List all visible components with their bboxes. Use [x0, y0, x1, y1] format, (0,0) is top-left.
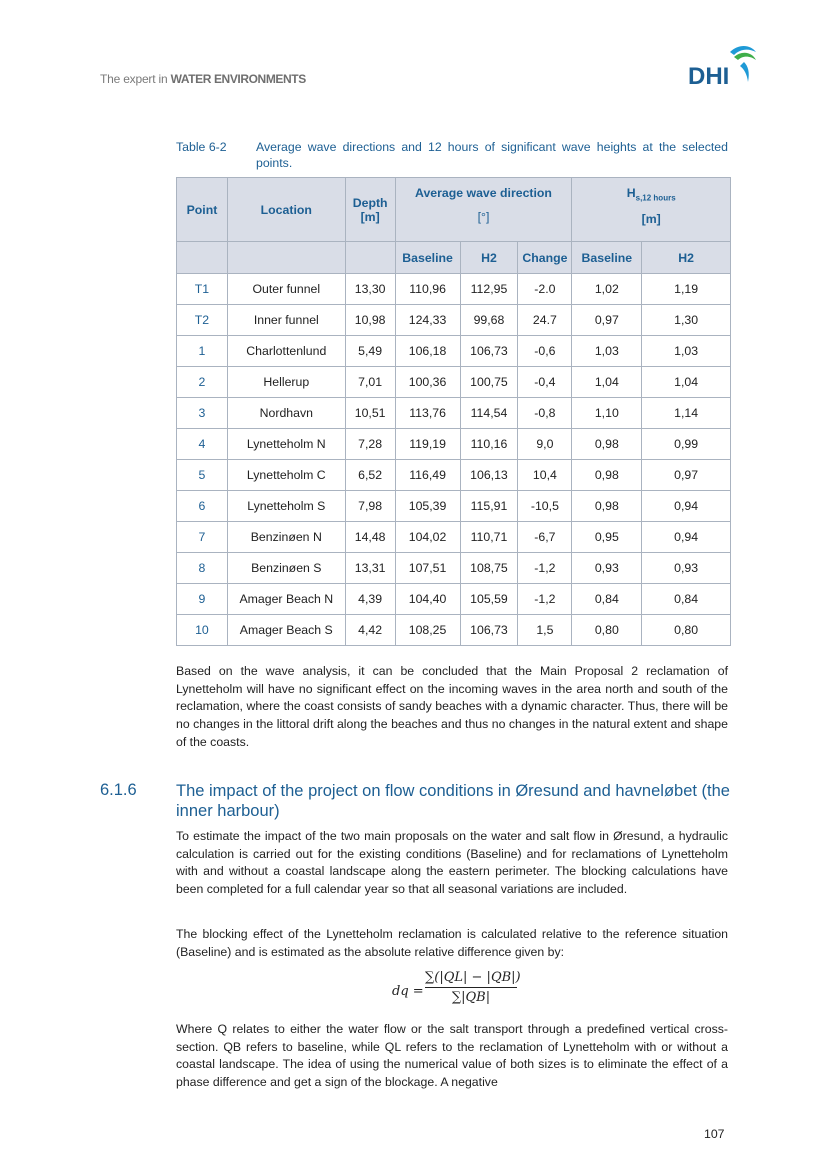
cell-dir-base: 108,25	[395, 615, 460, 646]
cell-point: T2	[177, 305, 228, 336]
cell-change: -0,8	[518, 398, 572, 429]
cell-location: Amager Beach N	[227, 584, 345, 615]
cell-change: -1,2	[518, 584, 572, 615]
cell-hs-base: 0,97	[572, 305, 642, 336]
header-tagline	[100, 72, 306, 86]
cell-dir-h2: 106,73	[460, 336, 518, 367]
cell-change: -10,5	[518, 491, 572, 522]
cell-hs-h2: 0,97	[642, 460, 731, 491]
cell-hs-base: 1,02	[572, 274, 642, 305]
caption-number: Table 6-2	[176, 140, 227, 154]
cell-change: 9,0	[518, 429, 572, 460]
table-row	[177, 584, 731, 615]
subheader-change: Change	[518, 242, 572, 274]
cell-depth: 5,49	[345, 336, 395, 367]
table-row	[177, 398, 731, 429]
hs-unit: [m]	[641, 212, 661, 227]
cell-dir-h2: 115,91	[460, 491, 518, 522]
depth-unit: [m]	[360, 209, 380, 224]
cell-dir-h2: 99,68	[460, 305, 518, 336]
formula-denominator: ∑|QB|	[451, 990, 491, 1005]
cell-change: -0,4	[518, 367, 572, 398]
table-row	[177, 491, 731, 522]
cell-dir-h2: 114,54	[460, 398, 518, 429]
cell-hs-h2: 1,04	[642, 367, 731, 398]
cell-location: Lynetteholm S	[227, 491, 345, 522]
formula-fraction	[425, 970, 521, 1005]
cell-location: Charlottenlund	[227, 336, 345, 367]
cell-point: 2	[177, 367, 228, 398]
cell-dir-h2: 108,75	[460, 553, 518, 584]
formula-lhs: dq =	[392, 984, 424, 999]
page-number: 107	[704, 1127, 725, 1141]
cell-hs-base: 0,93	[572, 553, 642, 584]
paragraph-wave-conclusion: Based on the wave analysis, it can be concluded that the Main Proposal 2 reclamation of Lynetteholm will have no significant effect on the incoming waves in the area north and south of the reclamation, where the coast consists of sandy beaches with a dynamic character. Thus, there will be no changes in the littoral drift along the beaches and thus no changes in the natural extent and shape of the coasts.	[176, 664, 728, 749]
paragraph-blocking-effect: The blocking effect of the Lynetteholm reclamation is calculated relative to the reference situation (Baseline) and is estimated as the absolute relative difference given by:	[176, 927, 728, 959]
cell-hs-base: 1,04	[572, 367, 642, 398]
subheader-empty	[227, 242, 345, 274]
cell-dir-base: 104,02	[395, 522, 460, 553]
table-caption	[176, 139, 728, 171]
cell-point: 7	[177, 522, 228, 553]
dhi-logo	[686, 42, 758, 92]
logo-text: DHI	[688, 63, 730, 90]
cell-point: 10	[177, 615, 228, 646]
table-row	[177, 460, 731, 491]
cell-dir-h2: 106,13	[460, 460, 518, 491]
table-row	[177, 553, 731, 584]
cell-location: Benzinøen S	[227, 553, 345, 584]
cell-dir-h2: 110,71	[460, 522, 518, 553]
caption-text: Average wave directions and 12 hours of significant wave heights at the selected points.	[256, 140, 728, 170]
cell-point: 9	[177, 584, 228, 615]
header-location: Location	[227, 178, 345, 242]
cell-hs-base: 0,84	[572, 584, 642, 615]
cell-hs-h2: 0,84	[642, 584, 731, 615]
cell-dir-base: 119,19	[395, 429, 460, 460]
cell-point: 4	[177, 429, 228, 460]
cell-dir-h2: 105,59	[460, 584, 518, 615]
cell-change: 1,5	[518, 615, 572, 646]
formula-numerator: ∑(|QL| − |QB|)	[425, 970, 517, 988]
cell-depth: 7,98	[345, 491, 395, 522]
cell-dir-h2: 100,75	[460, 367, 518, 398]
cell-point: 1	[177, 336, 228, 367]
subheader-hs-h2: H2	[642, 242, 731, 274]
table-row	[177, 367, 731, 398]
cell-location: Nordhavn	[227, 398, 345, 429]
subheader-empty	[345, 242, 395, 274]
cell-hs-base: 1,03	[572, 336, 642, 367]
paragraph-hydraulic-calculation: To estimate the impact of the two main proposals on the water and salt flow in Øresund, a hydraulic calculation is carried out for the existing conditions (Baseline) and for reclamations of Lynetteholm with and without a coastal landscape along the eastern perimeter. The blocking calculations have been completed for a full calendar year so that all seasonal variations are included.	[176, 829, 728, 897]
cell-location: Hellerup	[227, 367, 345, 398]
cell-depth: 7,28	[345, 429, 395, 460]
header-hs	[572, 178, 731, 242]
cell-dir-base: 124,33	[395, 305, 460, 336]
cell-location: Benzinøen N	[227, 522, 345, 553]
cell-dir-base: 100,36	[395, 367, 460, 398]
cell-hs-h2: 1,19	[642, 274, 731, 305]
wave-dir-label: Average wave direction	[415, 186, 552, 200]
table-row	[177, 522, 731, 553]
cell-depth: 13,30	[345, 274, 395, 305]
paragraph-q-definition: Where Q relates to either the water flow or the salt transport through a predefined vertical cross-section. QB refers to baseline, while QL refers to the reclamation of Lynetteholm with or without a coastal landscape. The idea of using the numerical value of both sizes is to eliminate the effect of a phase difference and get a sign of the blockage. A negative	[176, 1022, 728, 1090]
cell-depth: 10,98	[345, 305, 395, 336]
cell-hs-h2: 0,99	[642, 429, 731, 460]
cell-dir-h2: 112,95	[460, 274, 518, 305]
cell-point: 3	[177, 398, 228, 429]
cell-dir-base: 105,39	[395, 491, 460, 522]
cell-depth: 14,48	[345, 522, 395, 553]
cell-hs-base: 0,95	[572, 522, 642, 553]
table-row	[177, 336, 731, 367]
subheader-h2: H2	[460, 242, 518, 274]
cell-location: Outer funnel	[227, 274, 345, 305]
cell-dir-base: 113,76	[395, 398, 460, 429]
cell-hs-h2: 0,94	[642, 491, 731, 522]
cell-dir-base: 116,49	[395, 460, 460, 491]
cell-change: 24.7	[518, 305, 572, 336]
table-body	[177, 274, 731, 646]
cell-change: -2.0	[518, 274, 572, 305]
cell-location: Lynetteholm N	[227, 429, 345, 460]
table-row	[177, 429, 731, 460]
subheader-hs-baseline: Baseline	[572, 242, 642, 274]
section-title: The impact of the project on flow conditions in Øresund and havneløbet (the inner harbour)	[176, 782, 730, 820]
cell-depth: 10,51	[345, 398, 395, 429]
cell-location: Amager Beach S	[227, 615, 345, 646]
cell-hs-h2: 1,03	[642, 336, 731, 367]
tagline-prefix: The expert in	[100, 72, 171, 86]
section-number: 6.1.6	[100, 781, 137, 799]
cell-point: 6	[177, 491, 228, 522]
cell-dir-h2: 110,16	[460, 429, 518, 460]
cell-depth: 4,42	[345, 615, 395, 646]
wave-table	[176, 177, 731, 646]
header-wave-direction	[395, 178, 572, 242]
table-row	[177, 305, 731, 336]
subheader-empty	[177, 242, 228, 274]
cell-change: 10,4	[518, 460, 572, 491]
table-row	[177, 615, 731, 646]
cell-point: 8	[177, 553, 228, 584]
cell-dir-h2: 106,73	[460, 615, 518, 646]
cell-point: 5	[177, 460, 228, 491]
hs-label: $H_{s,12 hours}$	[626, 186, 676, 203]
cell-location: Lynetteholm C	[227, 460, 345, 491]
cell-location: Inner funnel	[227, 305, 345, 336]
header-depth	[345, 178, 395, 242]
cell-change: -1,2	[518, 553, 572, 584]
cell-hs-base: 0,98	[572, 460, 642, 491]
cell-hs-base: 0,98	[572, 429, 642, 460]
cell-depth: 7,01	[345, 367, 395, 398]
cell-hs-base: 1,10	[572, 398, 642, 429]
cell-point: T1	[177, 274, 228, 305]
cell-depth: 13,31	[345, 553, 395, 584]
cell-depth: 4,39	[345, 584, 395, 615]
header-point: Point	[177, 178, 228, 242]
depth-label: Depth	[352, 195, 388, 210]
cell-dir-base: 107,51	[395, 553, 460, 584]
tagline-bold: WATER ENVIRONMENTS	[170, 72, 306, 86]
cell-hs-base: 0,80	[572, 615, 642, 646]
cell-change: -6,7	[518, 522, 572, 553]
cell-change: -0,6	[518, 336, 572, 367]
cell-hs-base: 0,98	[572, 491, 642, 522]
wave-dir-unit: [°]	[477, 210, 490, 224]
cell-hs-h2: 0,94	[642, 522, 731, 553]
cell-dir-base: 110,96	[395, 274, 460, 305]
cell-dir-base: 104,40	[395, 584, 460, 615]
cell-depth: 6,52	[345, 460, 395, 491]
subheader-baseline: Baseline	[395, 242, 460, 274]
cell-hs-h2: 0,93	[642, 553, 731, 584]
cell-hs-h2: 0,80	[642, 615, 731, 646]
cell-hs-h2: 1,14	[642, 398, 731, 429]
table-row	[177, 274, 731, 305]
cell-dir-base: 106,18	[395, 336, 460, 367]
cell-hs-h2: 1,30	[642, 305, 731, 336]
